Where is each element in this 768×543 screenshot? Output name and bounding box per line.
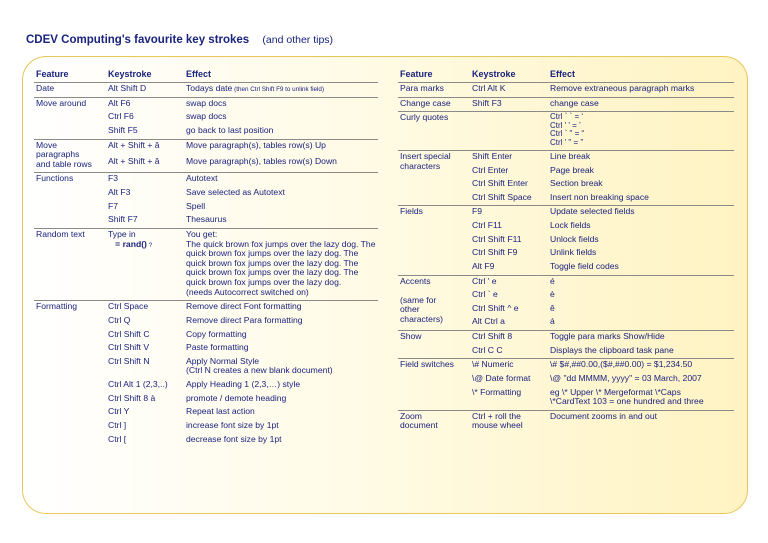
- keystroke-cell: [106, 356, 184, 379]
- keystroke-text: Shift F5: [108, 124, 138, 135]
- keystroke-text: \# Numeric: [472, 359, 514, 370]
- feature-cell: Change case: [398, 97, 470, 112]
- keystroke-cell: [470, 112, 548, 151]
- keystroke-text: Ctrl Q: [108, 314, 131, 325]
- effect-cell: [548, 220, 734, 234]
- keystroke-text: Alt F6: [108, 97, 131, 108]
- feature-header: Feature: [34, 67, 106, 83]
- effect-cell: [548, 345, 734, 359]
- effect-text: change case: [550, 97, 599, 108]
- effect-cell: [548, 150, 734, 164]
- feature-cell: Curly quotes: [398, 112, 470, 151]
- effect-text: Apply Normal Style (Ctrl N creates a new blank document): [186, 355, 333, 376]
- effect-text: Unlock fields: [550, 233, 599, 244]
- effect-cell: [184, 379, 378, 393]
- effect-cell: [184, 125, 378, 139]
- effect-cell: [184, 187, 378, 201]
- keystroke-cell: [106, 139, 184, 156]
- keystroke-text: Ctrl C C: [472, 344, 503, 355]
- effect-cell: [548, 206, 734, 220]
- effect-cell: [548, 275, 734, 289]
- effect-cell: [548, 359, 734, 373]
- keystroke-text: F9: [472, 206, 483, 217]
- keystroke-cell: [106, 214, 184, 228]
- keystroke-text: Ctrl ]: [108, 419, 127, 430]
- effect-text: \@ "dd MMMM, yyyy" = 03 March, 2007: [550, 372, 702, 383]
- keystroke-text: Ctrl Y: [108, 406, 130, 417]
- effect-cell: [184, 393, 378, 407]
- effect-text: Todays date: [186, 83, 233, 94]
- feature-cell: Zoom document: [398, 410, 470, 434]
- left-column: [34, 67, 378, 447]
- keystroke-cell: [106, 156, 184, 173]
- keystroke-header: Keystroke: [470, 67, 548, 83]
- feature-cell: Fields: [398, 206, 470, 275]
- effect-cell: [548, 387, 734, 411]
- shortcut-row: [398, 112, 734, 151]
- keystroke-text: Ctrl Shift V: [108, 342, 150, 353]
- effect-text: Copy formatting: [186, 328, 247, 339]
- effect-cell: [548, 331, 734, 345]
- effect-cell: [548, 261, 734, 275]
- effect-text: Remove direct Para formatting: [186, 314, 303, 325]
- effect-text: Repeat last action: [186, 406, 255, 417]
- keystroke-text: Ctrl F11: [472, 220, 502, 231]
- effect-text: Lock fields: [550, 220, 591, 231]
- keystroke-cell: [470, 410, 548, 434]
- effect-text: Ctrl ` ` = ‘ Ctrl ' ' = ’ Ctrl ` " = “ Ctrl ' " = ”: [550, 112, 585, 147]
- keystroke-text: Ctrl Shift Space: [472, 191, 532, 202]
- effect-cell: [548, 192, 734, 206]
- rand-formula: = rand(): [115, 238, 147, 249]
- effect-text: Move paragraph(s), tables row(s) Up: [186, 139, 326, 150]
- effect-cell: [184, 214, 378, 228]
- effect-cell: [548, 247, 734, 261]
- feature-cell: Random text: [34, 228, 106, 300]
- feature-cell: Formatting: [34, 301, 106, 447]
- keystroke-text: Ctrl Shift N: [108, 355, 150, 366]
- keystroke-text: \* Formatting: [472, 386, 522, 397]
- keystroke-cell: [470, 150, 548, 164]
- effect-text: Move paragraph(s), tables row(s) Down: [186, 156, 337, 167]
- title-sub: (and other tips): [262, 34, 334, 46]
- keystroke-text: Alt Ctrl a: [472, 316, 505, 327]
- keystroke-text: Alt + Shift + â: [108, 139, 160, 150]
- feature-cell: Move paragraphs and table rows: [34, 139, 106, 173]
- keystroke-cell: [106, 329, 184, 343]
- shortcut-row: [34, 301, 378, 315]
- keystroke-cell: [470, 247, 548, 261]
- effect-cell: [184, 139, 378, 156]
- keystroke-cell: [470, 345, 548, 359]
- feature-cell: Field switches: [398, 359, 470, 411]
- effect-cell: [184, 315, 378, 329]
- keystroke-cell: [470, 234, 548, 248]
- shortcut-row: [398, 331, 734, 345]
- left-shortcut-table: [34, 67, 378, 447]
- effect-cell: [184, 83, 378, 98]
- keystroke-cell: [470, 97, 548, 112]
- keystroke-text: Alt F9: [472, 260, 495, 271]
- keystroke-cell: [106, 83, 184, 98]
- effect-text: promote / demote heading: [186, 392, 287, 403]
- effect-text: increase font size by 1pt: [186, 419, 279, 430]
- shortcut-row: [398, 275, 734, 289]
- feature-cell: Show: [398, 331, 470, 359]
- effect-cell: [548, 303, 734, 317]
- sample-text: The quick brown fox jumps over the lazy dog. The quick brown fox jumps over the lazy dog. The quick brown fox jumps over the lazy dog. The quick brown fox jumps over the lazy dog. The quick brown fox jumps over the lazy dog.: [186, 238, 376, 288]
- keystroke-cell: [470, 261, 548, 275]
- keystroke-cell: [470, 331, 548, 345]
- effect-text: Save selected as Autotext: [186, 187, 285, 198]
- effect-text: è: [550, 289, 555, 300]
- shortcut-row: [398, 359, 734, 373]
- effect-text: Remove extraneous paragraph marks: [550, 83, 695, 94]
- keystroke-cell: [470, 316, 548, 330]
- keystroke-cell: [470, 289, 548, 303]
- effect-note: (then Ctrl Shift F9 to unlink field): [232, 86, 325, 94]
- keystroke-text: Ctrl Shift Enter: [472, 178, 528, 189]
- keystroke-text: Ctrl ' e: [472, 275, 497, 286]
- keystroke-text: Ctrl [: [108, 433, 127, 444]
- effect-cell: [184, 356, 378, 379]
- keystroke-text: Ctrl Alt K: [472, 83, 506, 94]
- keystroke-cell: [106, 434, 184, 448]
- keystroke-text: Ctrl Space: [108, 301, 149, 312]
- keystroke-cell: [470, 178, 548, 192]
- keystroke-text: F7: [108, 200, 119, 211]
- keystroke-text: \@ Date format: [472, 372, 531, 383]
- right-column: [398, 67, 734, 434]
- effect-cell: [548, 83, 734, 98]
- effect-text: Toggle para marks Show/Hide: [550, 331, 665, 342]
- effect-text: á: [550, 316, 555, 327]
- keystroke-text: Alt + Shift + â: [108, 156, 160, 167]
- effect-cell: [184, 342, 378, 356]
- effect-text: Thesaurus: [186, 214, 227, 225]
- shortcut-row: [34, 83, 378, 98]
- keystroke-cell: [106, 342, 184, 356]
- keystroke-text: Alt F3: [108, 187, 131, 198]
- rand-formula-suffix: ?: [146, 241, 153, 249]
- keystroke-cell: [106, 125, 184, 139]
- shortcut-row: [34, 139, 378, 156]
- effect-text-extra: (needs Autocorrect switched on): [186, 286, 309, 297]
- keystroke-cell: [470, 387, 548, 411]
- keystroke-cell: [106, 173, 184, 187]
- right-shortcut-table: [398, 67, 734, 434]
- effect-text: eg \* Upper \* Mergeformat \*Caps \*CardText 103 = one hundred and three: [550, 386, 704, 407]
- effect-cell: [548, 112, 734, 151]
- keystroke-text: Type in: [108, 228, 136, 239]
- effect-text: é: [550, 275, 555, 286]
- effect-header: Effect: [184, 67, 378, 83]
- effect-cell: [184, 406, 378, 420]
- effect-text: Update selected fields: [550, 206, 635, 217]
- keystroke-text: Ctrl ` e: [472, 289, 498, 300]
- feature-cell: Functions: [34, 173, 106, 229]
- effect-text: ê: [550, 302, 555, 313]
- keystroke-cell: [106, 228, 184, 300]
- page-title: [26, 34, 333, 46]
- keystroke-cell: [470, 220, 548, 234]
- keystroke-text: Ctrl Shift 8 à: [108, 392, 156, 403]
- effect-cell: [548, 165, 734, 179]
- effect-text: Autotext: [186, 173, 218, 184]
- keystroke-cell: [470, 303, 548, 317]
- effect-cell: [184, 301, 378, 315]
- effect-cell: [184, 434, 378, 448]
- keystroke-cell: [470, 275, 548, 289]
- feature-cell: Insert special characters: [398, 150, 470, 206]
- effect-cell: [548, 289, 734, 303]
- shortcut-row: [34, 97, 378, 111]
- keystroke-text: Shift F7: [108, 214, 138, 225]
- keystroke-text: Ctrl Enter: [472, 164, 509, 175]
- feature-header: Feature: [398, 67, 470, 83]
- keystroke-cell: [470, 192, 548, 206]
- keystroke-text: Ctrl F6: [108, 111, 134, 122]
- effect-cell: [548, 316, 734, 330]
- keystroke-text: Ctrl Shift F11: [472, 233, 522, 244]
- effect-cell: [184, 156, 378, 173]
- effect-cell: [184, 420, 378, 434]
- keystroke-cell: [106, 111, 184, 125]
- shortcut-row: [34, 173, 378, 187]
- keystroke-cell: [106, 97, 184, 111]
- shortcut-row: [398, 83, 734, 98]
- effect-text: Displays the clipboard task pane: [550, 344, 674, 355]
- effect-cell: [184, 329, 378, 343]
- effect-cell: [548, 410, 734, 434]
- keystroke-cell: [106, 406, 184, 420]
- keystroke-cell: [106, 315, 184, 329]
- effect-text: Unlink fields: [550, 247, 597, 258]
- effect-cell: [184, 97, 378, 111]
- feature-cell: Date: [34, 83, 106, 98]
- keystroke-text: Shift Enter: [472, 150, 513, 161]
- shortcut-row: [398, 150, 734, 164]
- effect-cell: [184, 201, 378, 215]
- keystroke-text: Alt Shift D: [108, 83, 147, 94]
- effect-text: swap docs: [186, 111, 227, 122]
- keystroke-text: Ctrl Shift 8: [472, 331, 513, 342]
- effect-cell: [548, 97, 734, 112]
- effect-text: Apply Heading 1 (2,3,…) style: [186, 379, 301, 390]
- effect-cell: [184, 228, 378, 300]
- effect-cell: [548, 178, 734, 192]
- effect-text: Paste formatting: [186, 342, 249, 353]
- effect-cell: [548, 373, 734, 387]
- keystroke-text: Ctrl Shift F9: [472, 247, 518, 258]
- effect-text: You get:: [186, 228, 218, 239]
- effect-text: Spell: [186, 200, 206, 211]
- keystroke-cell: [106, 420, 184, 434]
- keystroke-cell: [106, 301, 184, 315]
- keystroke-text: Ctrl Alt 1 (2,3,..): [108, 379, 168, 390]
- effect-text: \# $#,##0.00,($#,##0.00) = $1,234.50: [550, 359, 693, 370]
- effect-text: Document zooms in and out: [550, 410, 658, 421]
- keystroke-cell: [470, 83, 548, 98]
- effect-text: decrease font size by 1pt: [186, 433, 282, 444]
- feature-cell: Move around: [34, 97, 106, 139]
- effect-text: Insert non breaking space: [550, 191, 649, 202]
- keystroke-header: Keystroke: [106, 67, 184, 83]
- keystroke-text: Shift F3: [472, 97, 502, 108]
- effect-header: Effect: [548, 67, 734, 83]
- effect-text: Remove direct Font formatting: [186, 301, 302, 312]
- keystroke-cell: [470, 373, 548, 387]
- feature-cell: Para marks: [398, 83, 470, 98]
- effect-cell: [184, 111, 378, 125]
- effect-cell: [548, 234, 734, 248]
- shortcut-row: [398, 206, 734, 220]
- keystroke-text: Ctrl Shift C: [108, 328, 150, 339]
- effect-text: Page break: [550, 164, 594, 175]
- keystroke-cell: [470, 165, 548, 179]
- effect-text: Toggle field codes: [550, 260, 619, 271]
- shortcut-row: [398, 410, 734, 434]
- keystroke-cell: [106, 393, 184, 407]
- effect-text: Section break: [550, 178, 603, 189]
- keystroke-text: F3: [108, 173, 119, 184]
- shortcut-row: [34, 228, 378, 300]
- keystroke-text: Ctrl Shift ^ e: [472, 302, 519, 313]
- keystroke-cell: [106, 187, 184, 201]
- keystroke-cell: [106, 201, 184, 215]
- feature-cell: Accents (same for other characters): [398, 275, 470, 331]
- title-main: CDEV Computing's favourite key strokes: [26, 34, 250, 46]
- keystroke-text: Ctrl + roll the mouse wheel: [472, 410, 523, 431]
- effect-text: go back to last position: [186, 124, 274, 135]
- keystroke-cell: [470, 206, 548, 220]
- effect-cell: [184, 173, 378, 187]
- effect-text: swap docs: [186, 97, 227, 108]
- keystroke-cell: [106, 379, 184, 393]
- shortcut-row: [398, 97, 734, 112]
- effect-text: Line break: [550, 150, 591, 161]
- keystroke-cell: [470, 359, 548, 373]
